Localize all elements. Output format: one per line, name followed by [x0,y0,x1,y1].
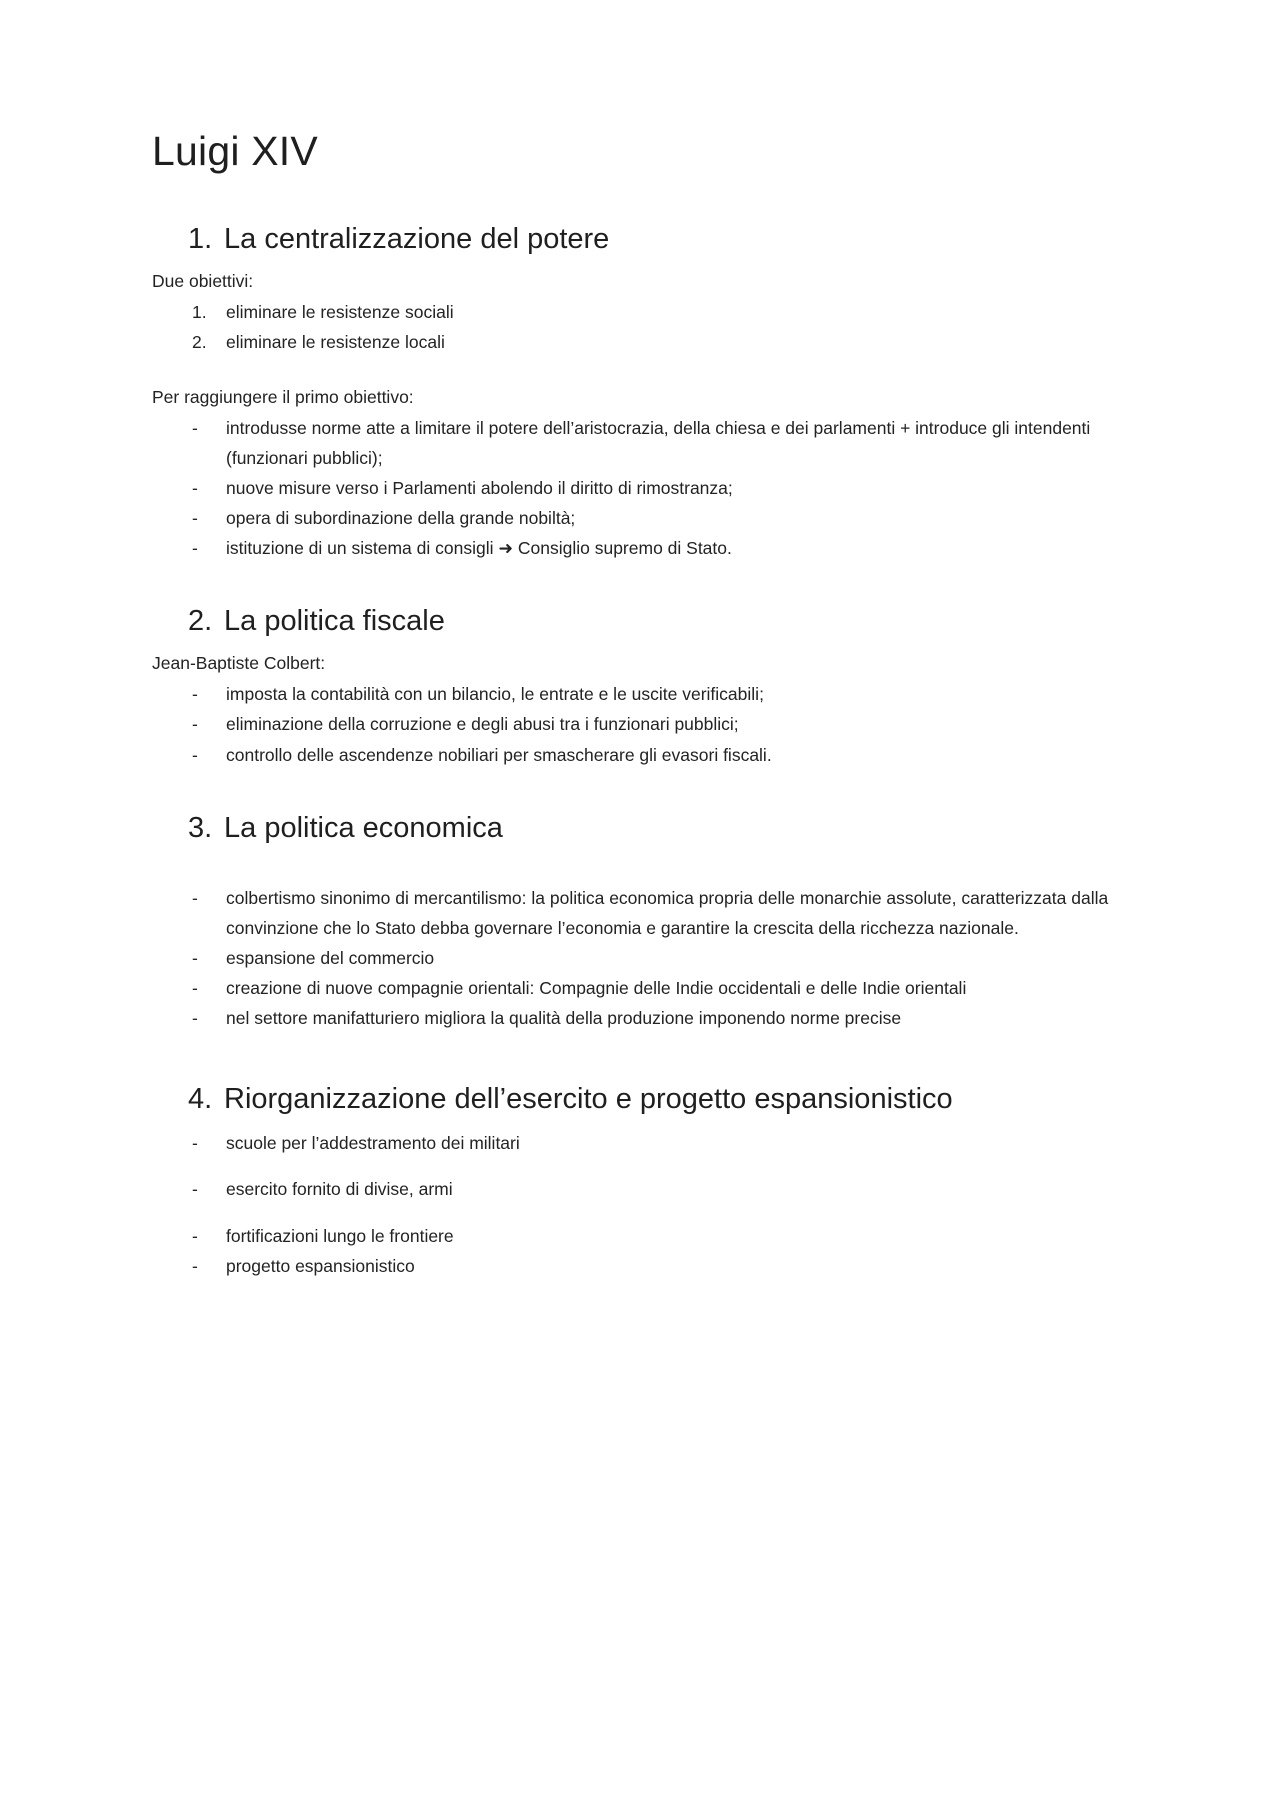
list-item-text: istituzione di un sistema di consigli ➜ Consiglio supremo di Stato. [226,538,732,559]
list-item-text: colbertismo sinonimo di mercantilismo: la politica economica propria delle monarchie assolute, caratterizzata dalla convinzione che lo Stato debba governare l’economia e garantire la crescita della ricchezza nazionale. [226,887,1109,938]
list-item [192,1251,1130,1281]
section-3-bullet-list [152,883,1130,1033]
list-item-text: fortificazioni lungo le frontiere [226,1225,454,1246]
list-item [192,943,1130,973]
list-marker: - [192,507,198,528]
list-item-text: imposta la contabilità con un bilancio, le entrate e le uscite verificabili; [226,684,764,705]
list-marker: - [192,684,198,705]
list-item [192,1128,1130,1158]
section-heading-2 [152,603,1130,640]
list-item [192,883,1130,943]
section-heading-1 [152,221,1130,258]
list-item [192,533,1130,563]
list-marker: 2. [192,332,207,353]
section-number-4: 4. [188,1083,213,1116]
section-number-1: 1. [188,223,213,256]
list-marker: - [192,1133,198,1154]
list-marker: - [192,538,198,559]
section-1-numbered-list [152,297,1130,357]
list-marker: - [192,1225,198,1246]
list-item [192,1221,1130,1251]
list-marker: - [192,1179,198,1200]
list-item [192,740,1130,770]
list-marker: - [192,714,198,735]
list-item-text: eliminare le resistenze locali [226,332,445,353]
section-number-3: 3. [188,811,213,844]
list-marker: - [192,1008,198,1029]
section-2-bullet-list [152,679,1130,769]
list-item-text: eliminazione della corruzione e degli abusi tra i funzionari pubblici; [226,714,739,735]
list-marker: - [192,887,198,908]
spacer [152,563,1130,603]
list-item [192,503,1130,533]
list-item-text: nel settore manifatturiero migliora la qualità della produzione imponendo norme precise [226,1008,902,1029]
section-title-4: Riorganizzazione dell’esercito e progetto espansionistico [224,1083,953,1116]
list-item [192,473,1130,503]
section-number-2: 2. [188,605,213,638]
section-1-intro: Due obiettivi: [152,271,254,292]
list-item [192,1003,1130,1033]
list-marker: - [192,417,198,438]
list-item-text: scuole per l’addestramento dei militari [226,1133,520,1154]
section-2-intro: Jean-Baptiste Colbert: [152,653,326,674]
list-item [192,973,1130,1003]
list-item-text: creazione di nuove compagnie orientali: Compagnie delle Indie occidentali e delle Indie orientali [226,978,967,999]
section-title-1: La centralizzazione del potere [224,223,610,256]
list-item [192,327,1130,357]
list-item-text: nuove misure verso i Parlamenti abolendo il diritto di rimostranza; [226,477,733,498]
list-item-text: introdusse norme atte a limitare il potere dell’aristocrazia, della chiesa e dei parlamenti + introduce gli intendenti (funzionari pubblici); [226,417,1091,468]
list-item [192,1174,1130,1204]
section-1-intro-2: Per raggiungere il primo obiettivo: [152,386,414,407]
section-4-bullet-list [152,1128,1130,1280]
list-item-text: espansione del commercio [226,947,435,968]
section-title-2: La politica fiscale [224,605,445,638]
list-item-text: progetto espansionistico [226,1255,415,1276]
list-item [192,679,1130,709]
list-marker: - [192,477,198,498]
list-item-text: esercito fornito di divise, armi [226,1179,453,1200]
list-marker: - [192,978,198,999]
list-marker: - [192,744,198,765]
list-item-text: controllo delle ascendenze nobiliari per smascherare gli evasori fiscali. [226,744,772,765]
list-item [192,413,1130,473]
list-item [192,297,1130,327]
spacer [152,358,1130,384]
list-marker: 1. [192,302,207,323]
list-marker: - [192,947,198,968]
spacer [152,857,1130,883]
section-heading-3 [152,810,1130,847]
list-item [192,709,1130,739]
page-title: Luigi XIV [152,128,318,174]
list-marker: - [192,1255,198,1276]
section-1-bullet-list [152,413,1130,563]
section-heading-4 [152,1081,1130,1118]
spacer [152,770,1130,810]
spacer [152,1033,1130,1081]
list-item-text: eliminare le resistenze sociali [226,302,454,323]
list-item-text: opera di subordinazione della grande nobiltà; [226,507,576,528]
section-title-3: La politica economica [224,811,503,844]
